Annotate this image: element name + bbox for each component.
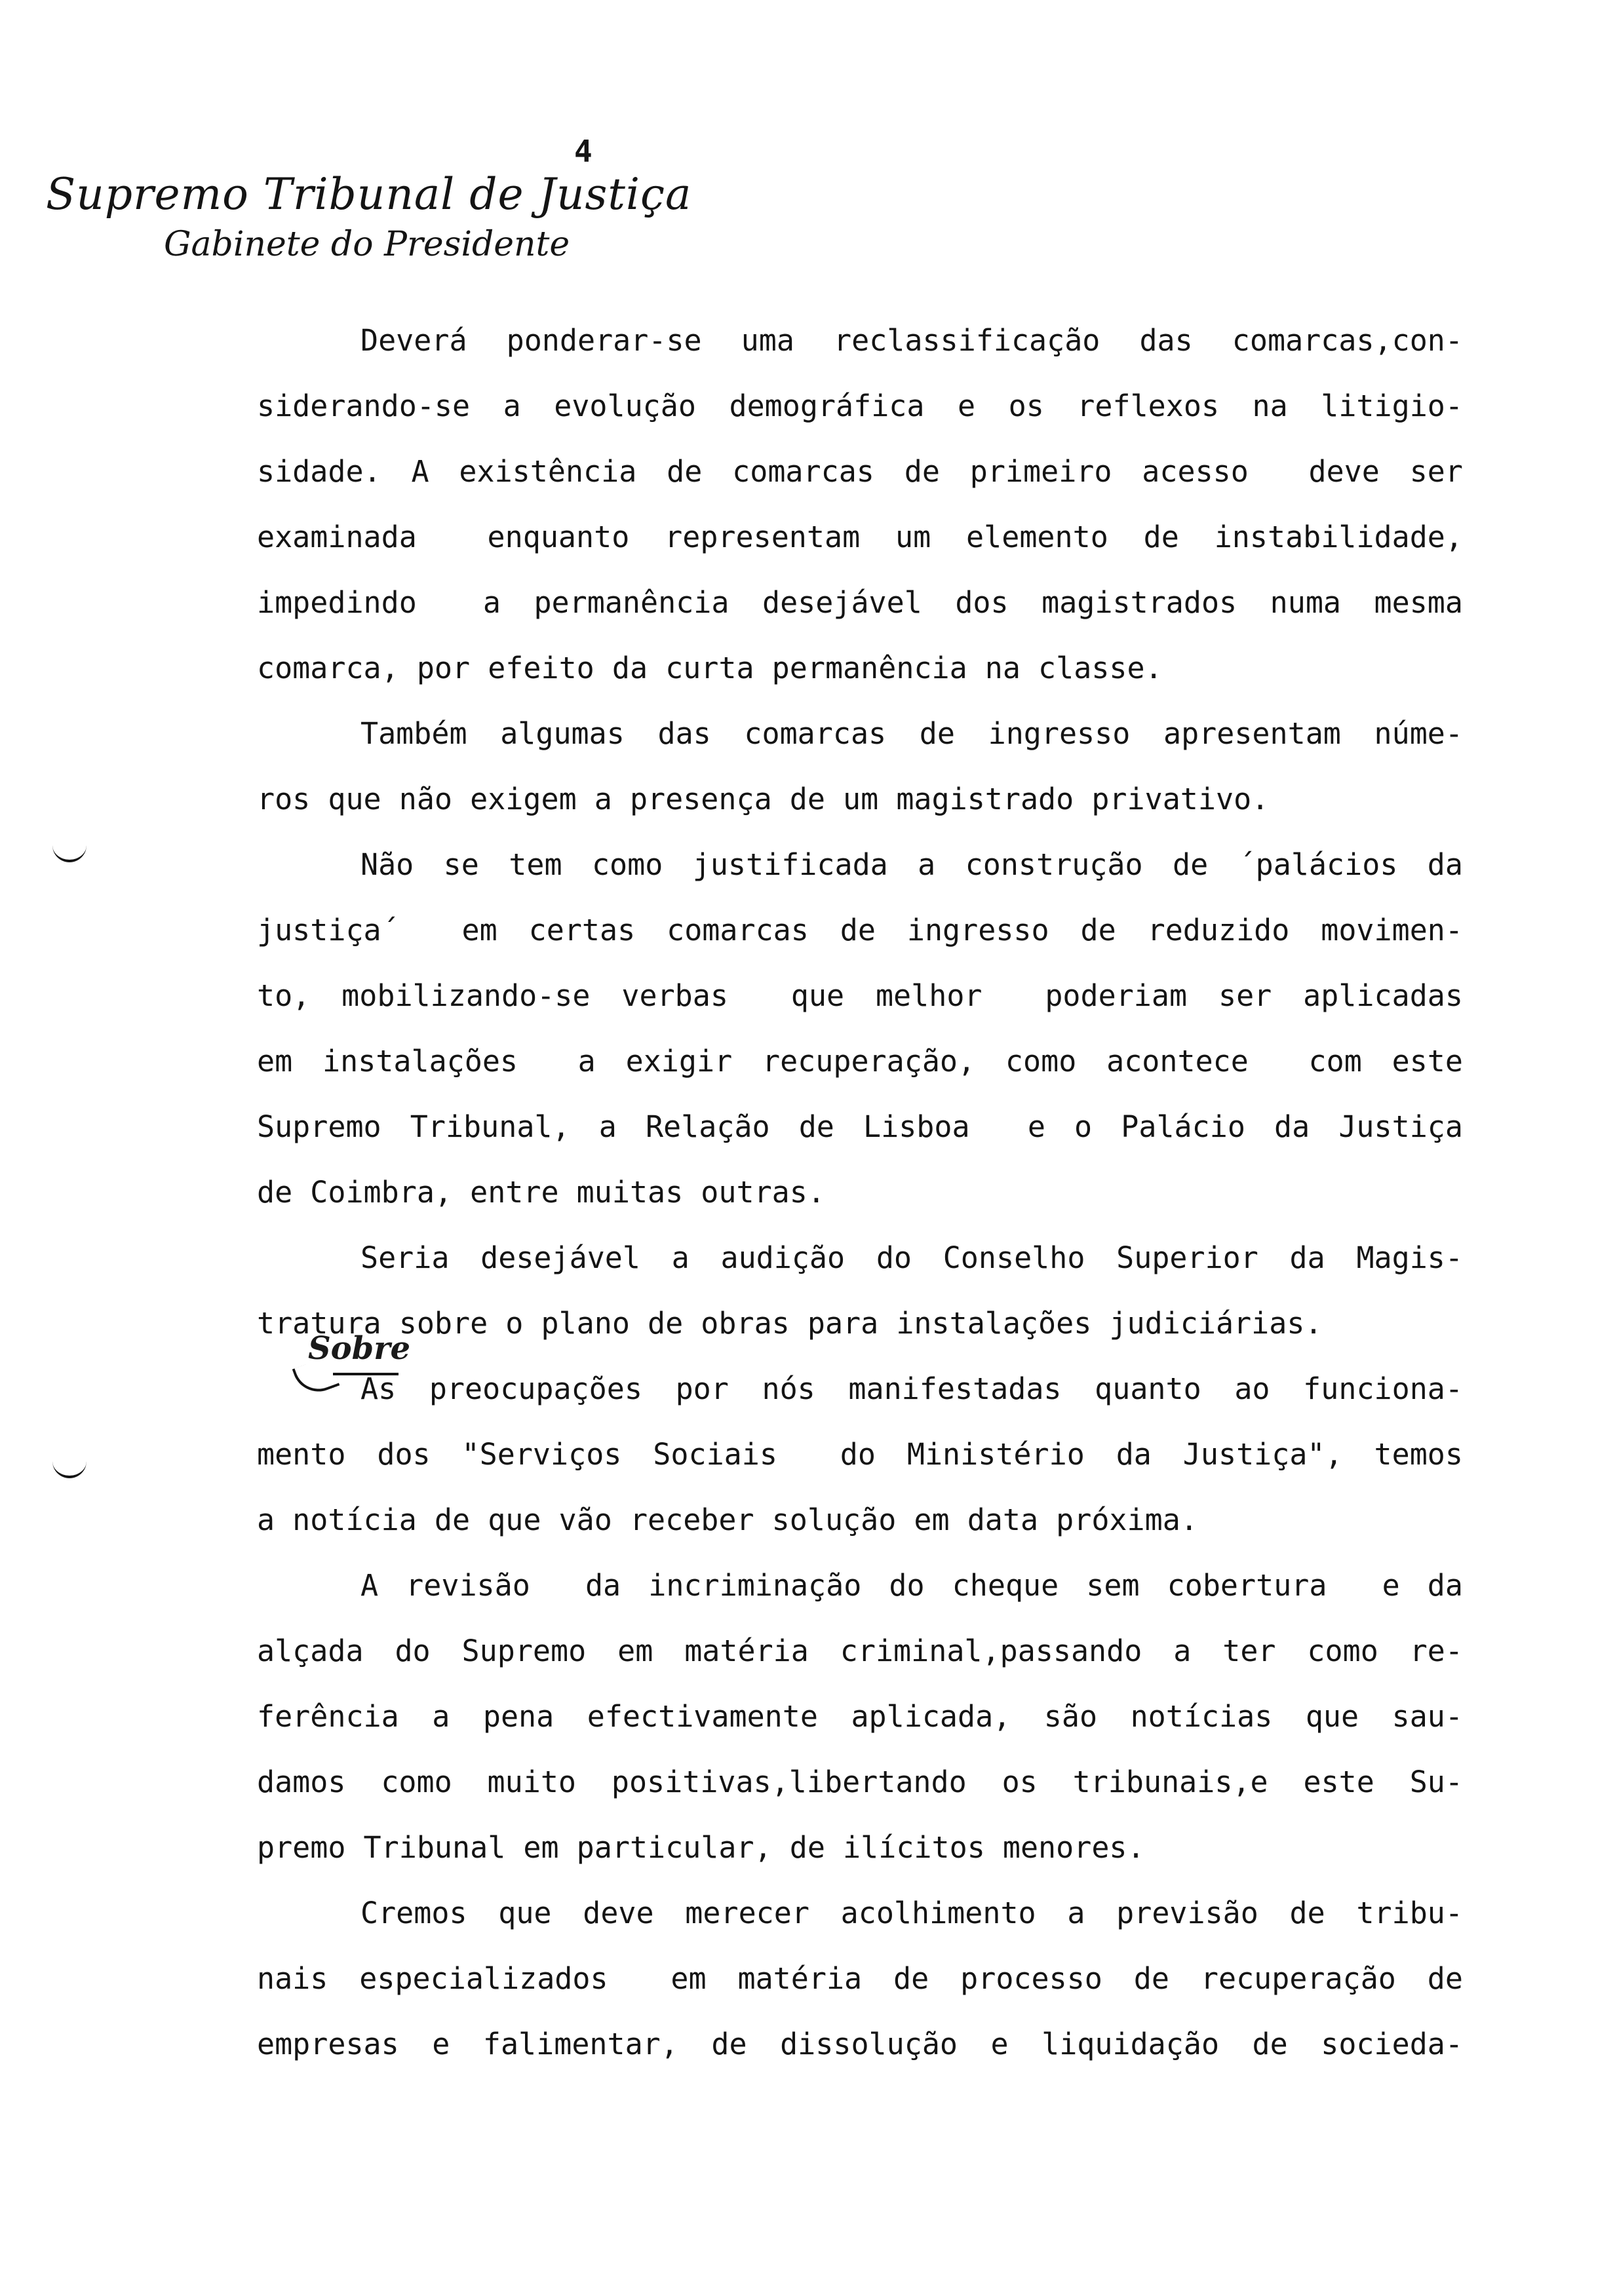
margin-mark xyxy=(52,1461,87,1478)
document-body xyxy=(257,308,1463,2077)
text-line: nais especializados em matéria de processo de recuperação de xyxy=(257,1961,1463,1996)
page-number: 4 xyxy=(574,134,593,169)
text-line: a notícia de que vão receber solução em data próxima. xyxy=(257,1502,1198,1537)
text-line: em instalações a exigir recuperação, como acontece com este xyxy=(257,1044,1463,1079)
text-line: Não se tem como justificada a construção de ´palácios da xyxy=(360,847,1463,882)
text-line: justiça´ em certas comarcas de ingresso de reduzido movimen- xyxy=(257,913,1463,947)
text-line: impedindo a permanência desejável dos magistrados numa mesma xyxy=(257,585,1463,620)
text-line: alçada do Supremo em matéria criminal,passando a ter como re- xyxy=(257,1634,1463,1668)
paragraph xyxy=(257,1881,1463,2077)
handwritten-annotation: Sobre xyxy=(308,1330,411,1367)
text-line: ferência a pena efectivamente aplicada, são notícias que sau- xyxy=(257,1699,1463,1734)
paragraph xyxy=(257,308,1463,701)
paragraph xyxy=(257,1225,1463,1356)
text-line: comarca, por efeito da curta permanência na classe. xyxy=(257,651,1163,685)
text-line: A revisão da incriminação do cheque sem cobertura e da xyxy=(360,1568,1463,1603)
paragraph xyxy=(257,1356,1463,1553)
letterhead xyxy=(46,169,691,264)
text-line: damos como muito positivas,libertando os tribunais,e este Su- xyxy=(257,1765,1463,1799)
letterhead-office: Gabinete do Presidente xyxy=(164,225,570,264)
text-line: empresas e falimentar, de dissolução e liquidação de socieda- xyxy=(257,2027,1463,2061)
text-line: Cremos que deve merecer acolhimento a previsão de tribu- xyxy=(360,1896,1463,1930)
paragraph xyxy=(257,701,1463,832)
letterhead-institution: Supremo Tribunal de Justiça xyxy=(46,169,692,220)
paragraph xyxy=(257,1553,1463,1881)
text-line: Também algumas das comarcas de ingresso apresentam núme- xyxy=(360,716,1463,751)
text-line: premo Tribunal em particular, de ilícitos menores. xyxy=(257,1830,1145,1865)
text-line: mento dos "Serviços Sociais do Ministério da Justiça", temos xyxy=(257,1437,1463,1472)
text-line: ros que não exigem a presença de um magistrado privativo. xyxy=(257,782,1270,816)
text-line: to, mobilizando-se verbas que melhor poderiam ser aplicadas xyxy=(257,978,1463,1013)
text-line: siderando-se a evolução demográfica e os reflexos na litigio- xyxy=(257,389,1463,423)
text-line: Seria desejável a audição do Conselho Superior da Magis- xyxy=(360,1240,1463,1275)
text-line: sidade. A existência de comarcas de primeiro acesso deve ser xyxy=(257,454,1463,489)
text-line: Supremo Tribunal, a Relação de Lisboa e o Palácio da Justiça xyxy=(257,1109,1463,1144)
paragraph xyxy=(257,832,1463,1225)
text-line: As preocupações por nós manifestadas quanto ao funciona- xyxy=(360,1371,1463,1406)
margin-mark xyxy=(52,845,87,862)
text-line: Deverá ponderar-se uma reclassificação das comarcas,con- xyxy=(360,323,1463,358)
text-line: de Coimbra, entre muitas outras. xyxy=(257,1175,825,1210)
text-line: examinada enquanto representam um elemento de instabilidade, xyxy=(257,520,1463,554)
text-line: tratura sobre o plano de obras para instalações judiciárias. xyxy=(257,1306,1323,1341)
